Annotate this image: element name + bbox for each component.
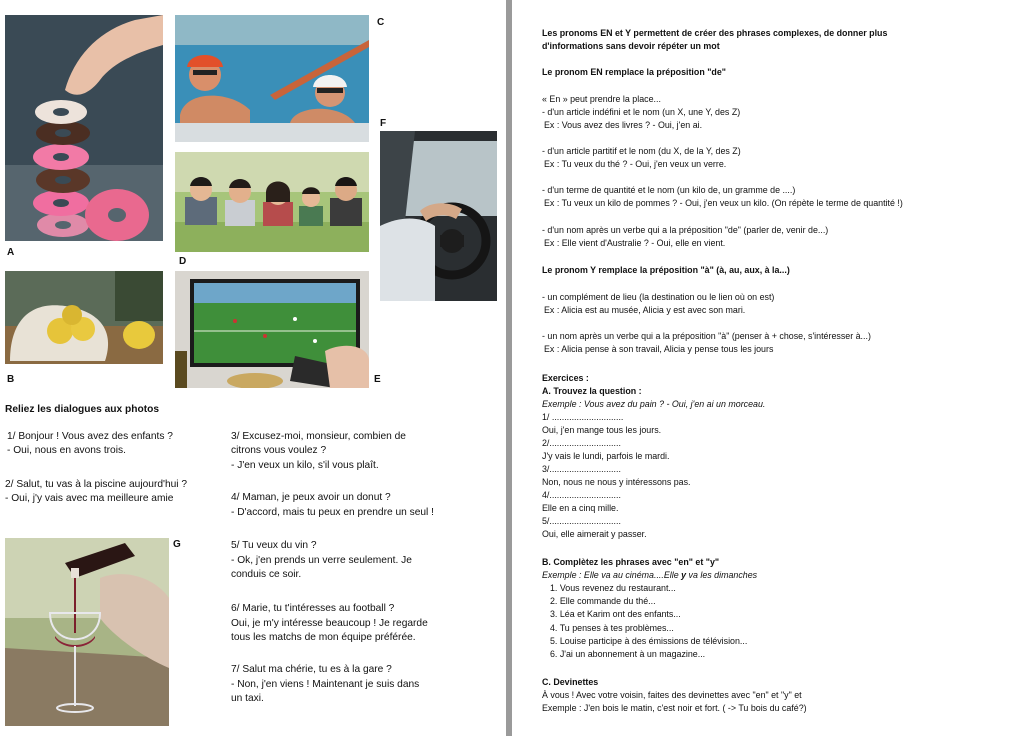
exercise-b-example-end: va les dimanches	[686, 570, 758, 580]
en-rule-4: - d'un nom après un verbe qui a la préposition "de" (parler de, venir de...)	[542, 225, 829, 235]
photo-label-b: B	[7, 374, 15, 385]
photo-label-g: G	[173, 539, 181, 550]
dialogue-2-line-1: 2/ Salut, tu vas à la piscine aujourd'hui ?	[5, 479, 188, 490]
exercise-a-a2: J'y vais le lundi, parfois le mardi.	[542, 451, 670, 461]
dialogue-2-line-2: - Oui, j'y vais avec ma meilleure amie	[5, 493, 174, 504]
photo-label-d: D	[179, 256, 187, 267]
y-rule-1: - un complément de lieu (la destination ou le lien où on est)	[542, 292, 775, 302]
football-on-tv-icon	[175, 271, 369, 388]
dialogue-4-line-1: 4/ Maman, je peux avoir un donut ?	[231, 492, 391, 503]
dialogue-6-line-1: 6/ Marie, tu t'intéresses au football ?	[231, 603, 395, 614]
en-rule-4-example: Ex : Elle vient d'Australie ? - Oui, elle en vient.	[544, 238, 726, 248]
photo-d	[175, 152, 369, 252]
exercise-a-q5: 5/.............................	[542, 516, 621, 526]
donuts-icon	[5, 15, 163, 241]
en-rule-1: - d'un article indéfini et le nom (un X, une Y, des Z)	[542, 107, 741, 117]
exercise-b-example-bold: y	[681, 570, 687, 580]
en-rule-1-example: Ex : Vous avez des livres ? - Oui, j'en ai.	[544, 120, 703, 130]
en-rule-3-example: Ex : Tu veux un kilo de pommes ? - Oui, j'en veux un kilo. (On répète le terme de quantité !)	[544, 198, 903, 208]
dialogue-7-line-2: - Non, j'en viens ! Maintenant je suis dans	[231, 679, 420, 690]
dialogue-6-line-2: Oui, je m'y intéresse beaucoup ! Je regarde	[231, 618, 428, 629]
exercise-b-title: B. Complètez les phrases avec "en" et "y"	[542, 557, 720, 567]
en-rule-2: - d'un article partitif et le nom (du X, de la Y, des Z)	[542, 146, 741, 156]
intro-line-2: d'informations sans devoir répéter un mot	[542, 41, 720, 51]
en-intro: « En » peut prendre la place...	[542, 94, 661, 104]
exercise-a-q2: 2/.............................	[542, 438, 621, 448]
dialogue-5-line-2: - Ok, j'en prends un verre seulement. Je	[231, 555, 412, 566]
y-rule-2-example: Ex : Alicia pense à son travail, Alicia y pense tous les jours	[544, 344, 774, 354]
exercise-a-q3: 3/.............................	[542, 464, 621, 474]
driver-in-car-icon	[380, 131, 497, 301]
dialogue-1-line-1: 1/ Bonjour ! Vous avez des enfants ?	[7, 431, 173, 442]
photo-f	[380, 131, 497, 301]
photo-g	[5, 538, 169, 726]
photo-label-e: E	[374, 374, 381, 385]
photo-a	[5, 15, 163, 241]
dialogue-7-line-1: 7/ Salut ma chérie, tu es à la gare ?	[231, 664, 392, 675]
photo-b	[5, 271, 163, 364]
exercise-b-item-2: 2. Elle commande du thé...	[550, 596, 656, 606]
photo-c	[175, 15, 369, 142]
left-page	[0, 0, 506, 736]
en-rule-3: - d'un terme de quantité et le nom (un kilo de, un gramme de ....)	[542, 185, 796, 195]
en-title: Le pronom EN remplace la préposition "de"	[542, 67, 726, 77]
y-rule-1-example: Ex : Alicia est au musée, Alicia y est avec son mari.	[544, 305, 746, 315]
exercise-a-example: Exemple : Vous avez du pain ? - Oui, j'en ai un morceau.	[542, 399, 766, 409]
family-on-grass-icon	[175, 152, 369, 252]
y-title: Le pronom Y remplace la préposition "à" (à, au, aux, à la...)	[542, 265, 790, 275]
dialogue-3-line-3: - J'en veux un kilo, s'il vous plaît.	[231, 460, 379, 471]
exercise-b-example-start: Exemple : Elle va au cinéma....Elle	[542, 570, 682, 580]
y-rule-2: - un nom après un verbe qui a la préposition "à" (penser à + chose, s'intéresser à...)	[542, 331, 871, 341]
dialogue-3-line-1: 3/ Excusez-moi, monsieur, combien de	[231, 431, 406, 442]
dialogue-1-line-2: - Oui, nous en avons trois.	[7, 445, 126, 456]
exercise-a-q4: 4/.............................	[542, 490, 621, 500]
exercise-b-example	[542, 569, 757, 582]
dialogue-7-line-3: un taxi.	[231, 693, 264, 704]
exercise-c-line-2: Exemple : J'en bois le matin, c'est noir et fort. ( -> Tu bois du café?)	[542, 703, 807, 713]
exercises-title: Exercices :	[542, 373, 589, 383]
exercise-c-title: C. Devinettes	[542, 677, 599, 687]
right-page	[512, 0, 1023, 736]
dialogue-3-line-2: citrons vous voulez ?	[231, 445, 327, 456]
exercise-b-item-4: 4. Tu penses à tes problèmes...	[550, 623, 674, 633]
intro-line-1: Les pronoms EN et Y permettent de créer des phrases complexes, de donner plus	[542, 28, 888, 38]
wine-pouring-icon	[5, 538, 169, 726]
en-rule-2-example: Ex : Tu veux du thé ? - Oui, j'en veux un verre.	[544, 159, 727, 169]
photo-label-f: F	[380, 118, 387, 129]
exercise-a-a3: Non, nous ne nous y intéressons pas.	[542, 477, 691, 487]
exercise-a-a4: Elle en a cinq mille.	[542, 503, 619, 513]
dialogue-5-line-1: 5/ Tu veux du vin ?	[231, 540, 317, 551]
dialogue-4-line-2: - D'accord, mais tu peux en prendre un seul !	[231, 507, 434, 518]
exercise-a-a1: Oui, j'en mange tous les jours.	[542, 425, 662, 435]
swimming-pool-icon	[175, 15, 369, 142]
photo-e	[175, 271, 369, 388]
dialogue-5-line-3: conduis ce soir.	[231, 569, 302, 580]
exercise-a-a5: Oui, elle aimerait y passer.	[542, 529, 647, 539]
lemons-icon	[5, 271, 163, 364]
exercise-a-q1: 1/ .............................	[542, 412, 624, 422]
exercise-b-item-1: 1. Vous revenez du restaurant...	[550, 583, 676, 593]
exercise-b-item-3: 3. Léa et Karim ont des enfants...	[550, 609, 681, 619]
exercise-a-title: A. Trouvez la question :	[542, 386, 642, 396]
exercise-b-item-5: 5. Louise participe à des émissions de télévision...	[550, 636, 748, 646]
exercise-heading: Reliez les dialogues aux photos	[5, 404, 159, 415]
photo-label-a: A	[7, 247, 15, 258]
dialogue-6-line-3: tous les matchs de mon équipe préférée.	[231, 632, 416, 643]
photo-label-c: C	[377, 17, 385, 28]
exercise-b-item-6: 6. J'ai un abonnement à un magazine...	[550, 649, 706, 659]
exercise-c-line-1: À vous ! Avec votre voisin, faites des devinettes avec "en" et "y" et	[542, 690, 802, 700]
